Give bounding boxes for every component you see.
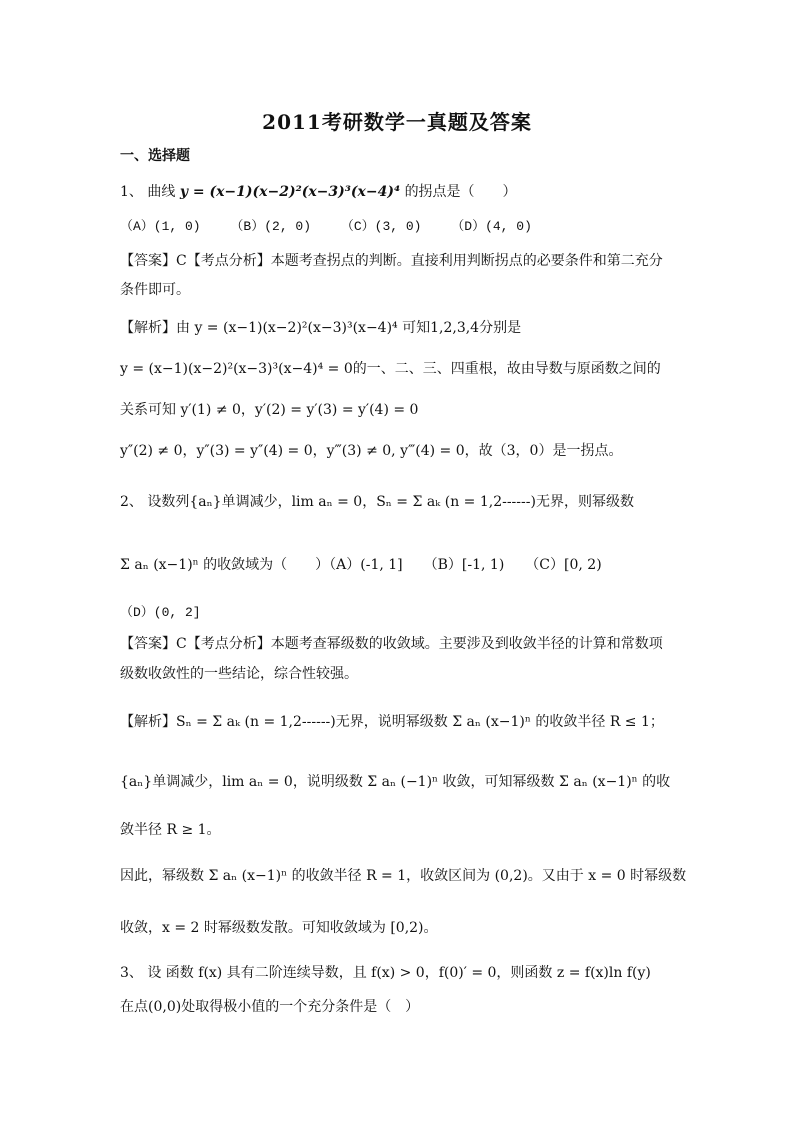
question-2-stem: Σ aₙ (x−1)ⁿ 的收敛域为（ ）（A）(-1, 1] （B）[-1, 1) （C）[0, 2)	[120, 557, 602, 573]
page-title: 2011考研数学一真题及答案	[262, 110, 532, 134]
analysis-line: 关系可知 y′(1) ≠ 0，y′(2) = y′(3) = y′(4) = 0	[120, 402, 419, 418]
question-number: 1、	[120, 184, 143, 200]
option-c: （C）(3, 0)	[340, 219, 422, 234]
analysis-line: 敛半径 R ≥ 1。	[120, 822, 221, 838]
option-b: （B）(2, 0)	[230, 219, 312, 234]
question-3-stem: 3、 设 函数 f(x) 具有二阶连续导数，且 f(x) > 0，f(0)′ = 0，则函数 z = f(x)ln f(y)	[120, 965, 651, 981]
answer-line: 级数收敛性的一些结论，综合性较强。	[120, 666, 358, 682]
analysis-line: 因此，幂级数 Σ aₙ (x−1)ⁿ 的收敛半径 R = 1，收敛区间为 (0,2)。又由于 x = 0 时幂级数	[120, 868, 687, 884]
question-1	[120, 182, 517, 202]
answer-line: 【答案】C【考点分析】本题考查拐点的判断。直接利用判断拐点的必要条件和第二充分	[120, 253, 663, 269]
question-prefix: 曲线	[147, 184, 176, 200]
question-1-options	[120, 217, 554, 237]
analysis-line: 【解析】Sₙ = Σ aₖ (n = 1,2------)无界，说明幂级数 Σ aₙ (x−1)ⁿ 的收敛半径 R ≤ 1；	[120, 714, 664, 730]
question-2-stem: 2、 设数列{aₙ}单调减少，lim aₙ = 0，Sₙ = Σ aₖ (n = 1,2------)无界，则幂级数	[120, 494, 634, 510]
question-2-option-d: （D）(0, 2]	[120, 605, 201, 620]
curve-formula: y = (x−1)(x−2)²(x−3)³(x−4)⁴	[179, 184, 401, 200]
analysis-line: 【解析】由 y = (x−1)(x−2)²(x−3)³(x−4)⁴ 可知1,2,3,4分别是	[120, 320, 522, 336]
question-suffix: 的拐点是（ ）	[404, 184, 517, 200]
analysis-line: 收敛，x = 2 时幂级数发散。可知收敛域为 [0,2)。	[120, 920, 438, 936]
analysis-line: {aₙ}单调减少，lim aₙ = 0，说明级数 Σ aₙ (−1)ⁿ 收敛，可知幂级数 Σ aₙ (x−1)ⁿ 的收	[120, 774, 671, 790]
option-a: （A）(1, 0)	[120, 219, 201, 234]
section-heading: 一、选择题	[120, 148, 190, 164]
question-3-stem: 在点(0,0)处取得极小值的一个充分条件是（ ）	[120, 999, 420, 1015]
option-d: （D）(4, 0)	[451, 219, 532, 234]
analysis-line: y″(2) ≠ 0，y″(3) = y″(4) = 0，y‴(3) ≠ 0, y‴(4) = 0，故（3，0）是一拐点。	[120, 443, 623, 459]
analysis-line: y = (x−1)(x−2)²(x−3)³(x−4)⁴ = 0的一、二、三、四重根，故由导数与原函数之间的	[120, 361, 661, 377]
answer-line: 【答案】C【考点分析】本题考查幂级数的收敛域。主要涉及到收敛半径的计算和常数项	[120, 636, 663, 652]
answer-line: 条件即可。	[120, 282, 190, 298]
